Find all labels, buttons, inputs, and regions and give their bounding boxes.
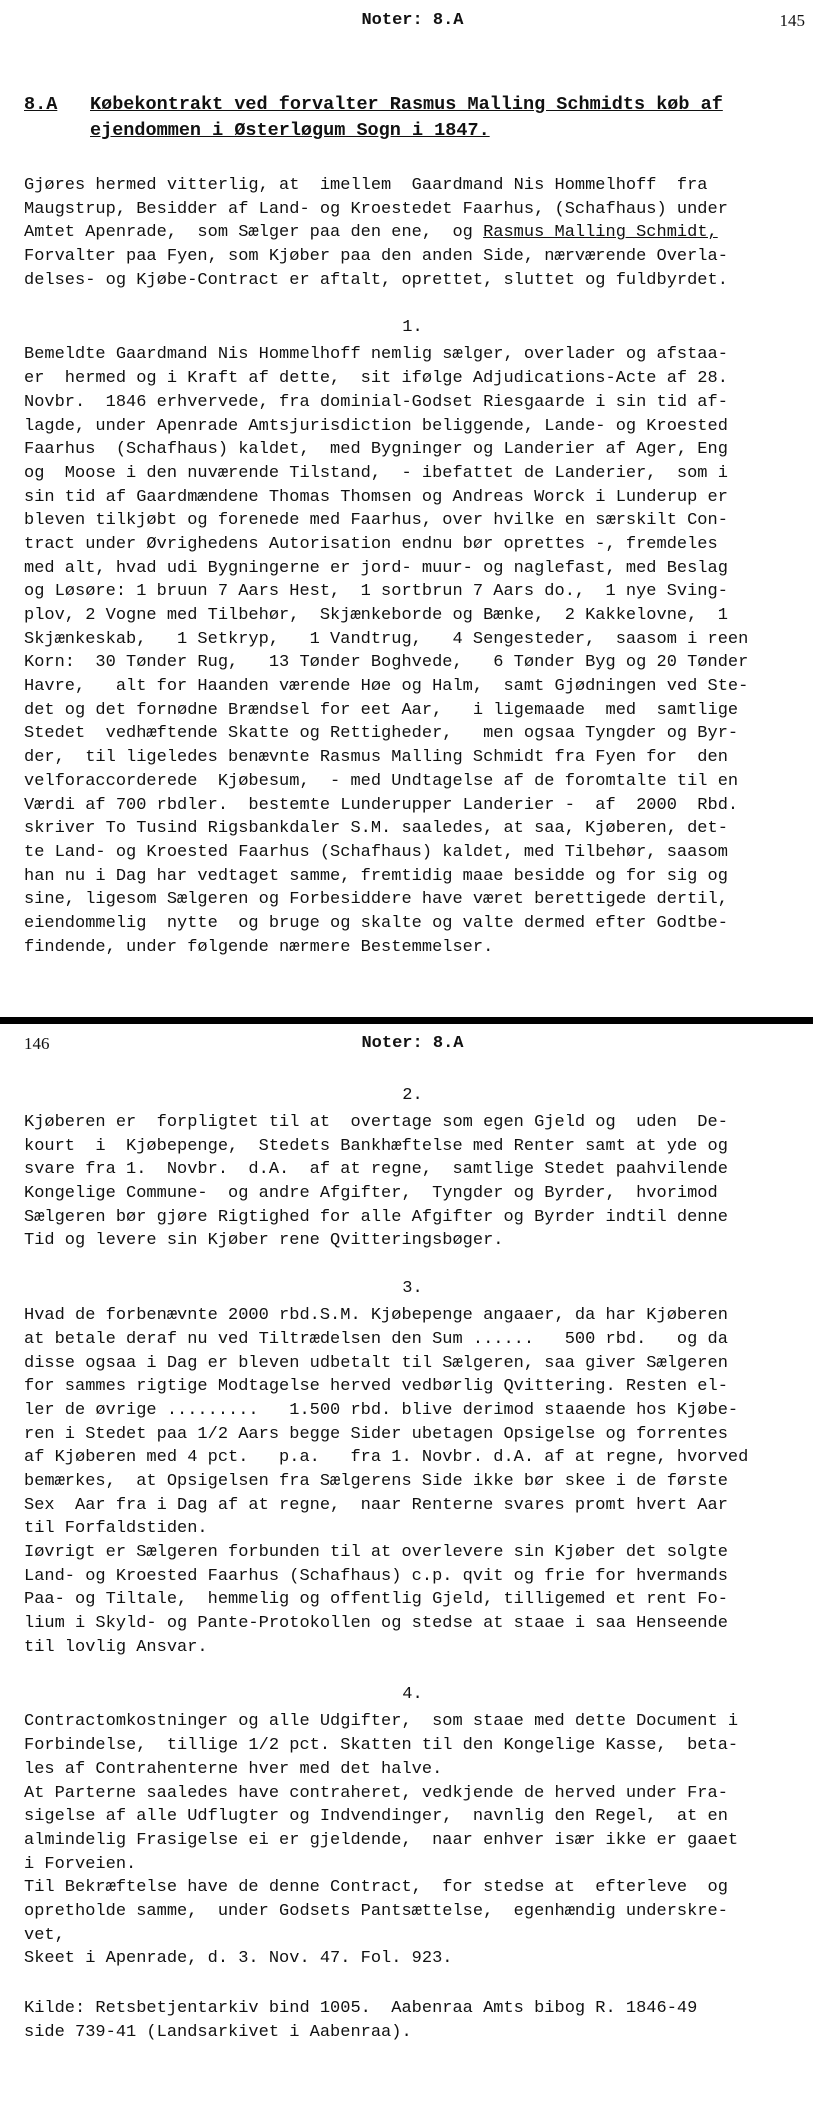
text-line: Kjøberen er forpligtet til at overtage som egen Gjeld og uden De- <box>24 1113 728 1132</box>
text-line: almindelig Frasigelse ei er gjeldende, naar enhver især ikke er gaaet <box>24 1830 739 1850</box>
text-line: er hermed og i Kraft af dette, sit ifølge Adjudications-Acte af 28. <box>24 369 728 389</box>
text-line: at betale deraf nu ved Tiltrædelsen den Sum ...... 500 rbd. og da <box>24 1329 728 1349</box>
text-line: lium i Skyld- og Pante-Protokollen og stedse at staae i saa Henseende <box>24 1614 728 1634</box>
text-line: Skeet i Apenrade, d. 3. Nov. 47. Fol. 923. <box>24 1949 453 1969</box>
running-header <box>24 1032 801 1056</box>
text-line: Tid og levere sin Kjøber rene Qvitteringsbøger. <box>24 1231 504 1251</box>
header-title: Noter: 8.A <box>361 11 464 30</box>
text-line: Sælgeren bør gjøre Rigtighed for alle Afgifter og Byrder indtil denne <box>24 1207 728 1227</box>
section-3-body <box>24 1304 801 1659</box>
page-number: 146 <box>24 1034 50 1053</box>
text-line: det og det fornødne Brændsel for eet Aar, i ligemaade med samtlige <box>24 700 739 720</box>
text-line: Bemeldte Gaardmand Nis Hommelhoff nemlig sælger, overlader og afstaa- <box>24 345 728 365</box>
text-line: opretholde samme, under Godsets Pantsættelse, egenhændig underskre- <box>24 1901 728 1921</box>
section-1-body <box>24 343 801 959</box>
text-line: bleven tilkjøbt og forenede med Faarhus, over hvilke en særskilt Con- <box>24 511 728 531</box>
text-line: til Forfaldstiden. <box>24 1519 208 1539</box>
text-line: kourt i Kjøbepenge, Stedets Bankhæftelse med Renter samt at yde og <box>24 1136 728 1156</box>
text-line: plov, 2 Vogne med Tilbehør, Skjænkeborde og Bænke, 2 Kakkelovne, 1 <box>24 606 728 625</box>
text-line: i Forveien. <box>24 1854 137 1874</box>
text-line: side 739-41 (Landsarkivet i Aabenraa). <box>24 2022 412 2042</box>
text-line: Værdi af 700 rbdler. bestemte Lunderupper Landerier - af 2000 Rbd. <box>24 795 739 815</box>
buyer-name-underlined: Rasmus Malling Schmidt, <box>483 223 718 243</box>
text-line: les af Contrahenterne hver med det halve. <box>24 1759 443 1779</box>
header-title: Noter: 8.A <box>361 1034 464 1053</box>
text-line: Faarhus (Schafhaus) kaldet, med Bygninger og Landerier af Ager, Eng <box>24 440 728 460</box>
section-heading-1: 1. <box>402 318 423 338</box>
text-line: findende, under følgende nærmere Bestemmelser. <box>24 937 494 957</box>
text-line: Gjøres hermed vitterlig, at imellem Gaardmand Nis Hommelhoff fra <box>24 176 708 195</box>
text-line: ler de øvrige ......... 1.500 rbd. blive derimod staaende hos Kjøbe- <box>24 1400 739 1420</box>
document-page-146 <box>0 1024 813 2117</box>
text-line: til lovlig Ansvar. <box>24 1637 208 1657</box>
note-title-line-1: Købekontrakt ved forvalter Rasmus Malling Schmidts køb af <box>90 94 723 115</box>
text-line: Forvalter paa Fyen, som Kjøber paa den anden Side, nærværende Overla- <box>24 247 728 267</box>
text-line: lagde, under Apenrade Amtsjurisdiction beliggende, Lande- og Kroested <box>24 416 728 436</box>
note-number: 8.A <box>24 94 58 115</box>
text-line: At Parterne saaledes have contraheret, vedkjende de herved under Fra- <box>24 1783 728 1803</box>
text-line: ren i Stedet paa 1/2 Aars begge Sider ubetagen Opsigelse og forrentes <box>24 1424 728 1444</box>
text-line: Forbindelse, tillige 1/2 pct. Skatten til den Kongelige Kasse, beta- <box>24 1736 739 1756</box>
section-heading-4: 4. <box>402 1685 423 1705</box>
text-line <box>24 221 801 245</box>
text-line: Skjænkeskab, 1 Setkryp, 1 Vandtrug, 4 Sengesteder, saasom i reen <box>24 629 749 649</box>
text-line: Stedet vedhæftende Skatte og Rettigheder, men ogsaa Tyngder og Byr- <box>24 724 739 744</box>
section-heading-3: 3. <box>402 1279 423 1299</box>
text-line: med alt, hvad udi Bygningerne er jord- muur- og naglefast, med Beslag <box>24 558 728 578</box>
text-line: te Land- og Kroested Faarhus (Schafhaus) kaldet, med Tilbehør, saasom <box>24 842 728 862</box>
text-line: sine, ligesom Sælgeren og Forbesiddere have været berettigede dertil, <box>24 890 728 910</box>
text-line: Contractomkostninger og alle Udgifter, som staae med dette Document i <box>24 1712 739 1732</box>
text-line: af Kjøberen med 4 pct. p.a. fra 1. Novbr. d.A. af at regne, hvorved <box>24 1448 749 1468</box>
section-2-body <box>24 1111 801 1253</box>
text-line: der, til ligeledes benævnte Rasmus Malling Schmidt fra Fyen for den <box>24 748 728 768</box>
text-line: Hvad de forbenævnte 2000 rbd.S.M. Kjøbepenge angaaer, da har Kjøberen <box>24 1306 728 1326</box>
text-line: Iøvrigt er Sælgeren forbunden til at overlevere sin Kjøber det solgte <box>24 1543 728 1562</box>
text-line: Paa- og Tiltale, hemmelig og offentlig Gjeld, tilligemed et rent Fo- <box>24 1590 728 1610</box>
text-line: vet, <box>24 1925 65 1945</box>
text-line: Kilde: Retsbetjentarkiv bind 1005. Aabenraa Amts bibog R. 1846-49 <box>24 1999 698 2018</box>
text-line: delses- og Kjøbe-Contract er aftalt, oprettet, sluttet og fuldbyrdet. <box>24 270 728 290</box>
text-line: svare fra 1. Novbr. d.A. af at regne, samtlige Stedet paahvilende <box>24 1160 728 1180</box>
text-line: Maugstrup, Besidder af Land- og Kroestedet Faarhus, (Schafhaus) under <box>24 199 728 219</box>
text-line: og Moose i den nuværende Tilstand, - ibefattet de Landerier, som i <box>24 463 728 483</box>
text-line: tract under Øvrighedens Autorisation endnu bør oprettes -, fremdeles <box>24 534 718 554</box>
text-line: Havre, alt for Haanden værende Høe og Halm, samt Gjødningen ved Ste- <box>24 677 749 697</box>
text-line: Sex Aar fra i Dag af at regne, naar Renterne svares promt hvert Aar <box>24 1495 728 1515</box>
note-title-line-2: ejendommen i Østerløgum Sogn i 1847. <box>90 120 490 141</box>
text-line-start: Amtet Apenrade, som Sælger paa den ene, og <box>24 223 484 243</box>
section-4-body <box>24 1710 801 1971</box>
source-citation <box>24 1997 801 2044</box>
text-line: Kongelige Commune- og andre Afgifter, Tyngder og Byrder, hvorimod <box>24 1184 718 1204</box>
page-number: 145 <box>779 11 805 30</box>
text-line: Til Bekræftelse have de denne Contract, for stedse at efterleve og <box>24 1878 728 1898</box>
text-line: Korn: 30 Tønder Rug, 13 Tønder Boghvede, 6 Tønder Byg og 20 Tønder <box>24 653 749 673</box>
text-line: sin tid af Gaardmændene Thomas Thomsen og Andreas Worck i Lunderup er <box>24 487 728 507</box>
text-line: og Løsøre: 1 bruun 7 Aars Hest, 1 sortbrun 7 Aars do., 1 nye Sving- <box>24 582 728 602</box>
text-line: skriver To Tusind Rigsbankdaler S.M. saaledes, at saa, Kjøberen, det- <box>24 819 728 839</box>
text-line: Land- og Kroested Faarhus (Schafhaus) c.p. qvit og frie for hvermands <box>24 1566 728 1586</box>
document-page-145 <box>0 0 813 1017</box>
text-line: sigelse af alle Udflugter og Indvendinger, navnlig den Regel, at en <box>24 1807 728 1827</box>
text-line: bemærkes, at Opsigelsen fra Sælgerens Side ikke bør skee i de første <box>24 1471 728 1491</box>
intro-paragraph <box>24 174 801 292</box>
text-line: for sammes rigtige Modtagelse herved vedbørlig Qvittering. Resten el- <box>24 1377 728 1397</box>
note-title <box>24 92 801 144</box>
section-heading-2: 2. <box>402 1086 423 1105</box>
text-line: eiendommelig nytte og bruge og skalte og valte dermed efter Godtbe- <box>24 913 728 933</box>
text-line: velforaccorderede Kjøbesum, - med Undtagelse af de foromtalte til en <box>24 771 739 791</box>
text-line: disse ogsaa i Dag er bleven udbetalt til Sælgeren, saa giver Sælgeren <box>24 1353 728 1373</box>
text-line: Novbr. 1846 erhvervede, fra dominial-Godset Riesgaarde i sin tid af- <box>24 392 728 412</box>
running-header <box>24 9 805 33</box>
text-line: han nu i Dag har vedtaget samme, fremtidig maae besidde og for sig og <box>24 866 728 886</box>
